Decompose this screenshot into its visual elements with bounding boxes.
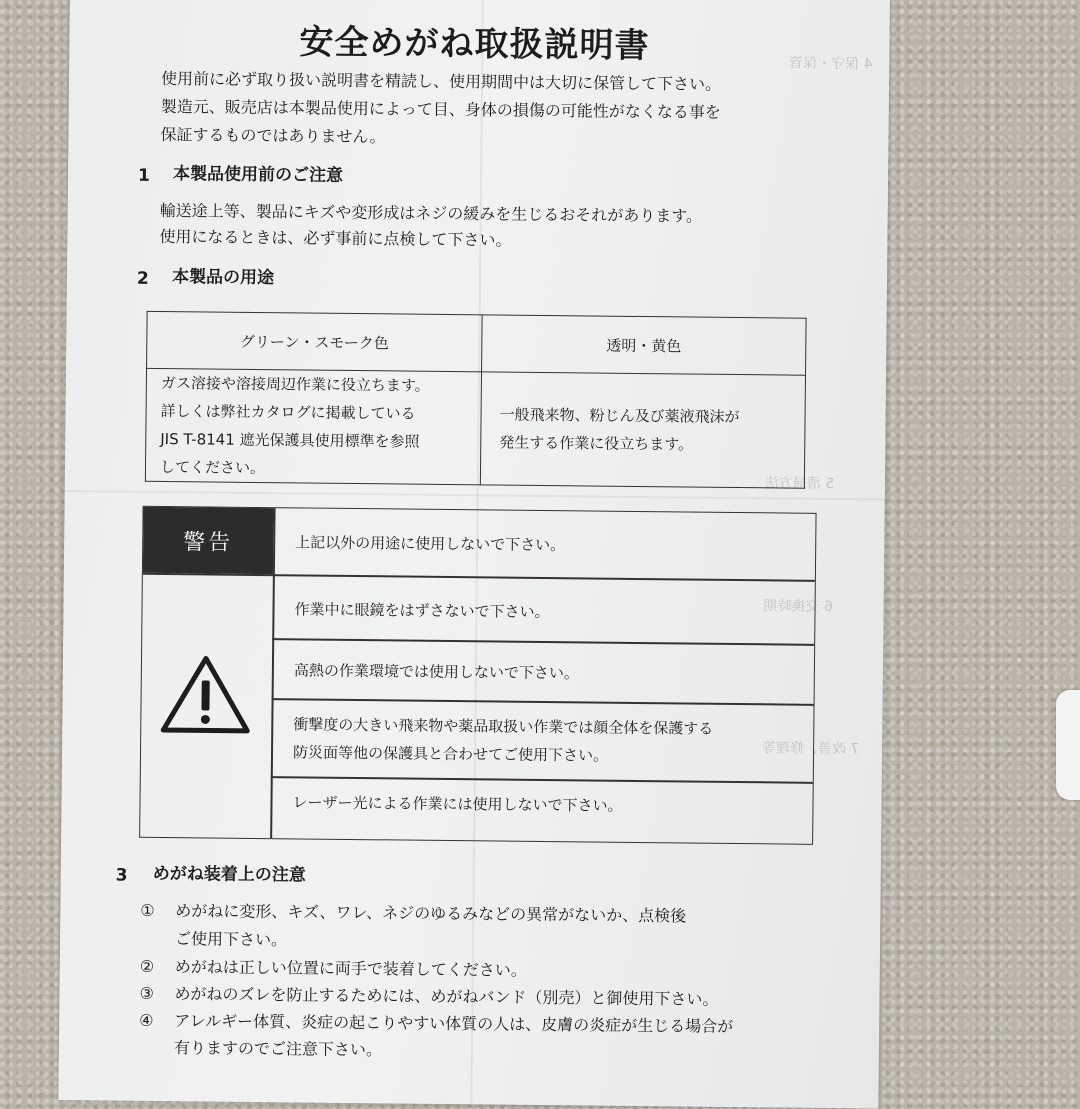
list-marker: ④ (139, 1010, 154, 1030)
usage-text: 詳しくは弊社カタログに掲載している (160, 401, 416, 423)
warning-triangle-icon (159, 652, 252, 737)
bleed-through-text: 7 改善、修理等 (762, 740, 860, 758)
section-number: 3 (115, 865, 128, 886)
usage-header-green-smoke: グリーン・スモーク色 (147, 311, 483, 372)
list-marker: ① (140, 900, 155, 920)
intro-line: 保証するものではありません。 (160, 124, 386, 147)
warning-box (139, 506, 816, 845)
bleed-through-text: 5 清掃方法 (764, 475, 835, 493)
section-text: 輸送途上等、製品にキズや変形成はネジの緩みを生じるおそれがあります。 (159, 200, 703, 226)
warning-item: 作業中に眼鏡をはずさないで下さい。 (294, 600, 550, 622)
usage-text: 一般飛来物、粉じん及び薬液飛沫が (499, 405, 740, 427)
section-heading: 本製品使用前のご注意 (172, 164, 344, 186)
warning-item: 高熱の作業環境では使用しないで下さい。 (293, 661, 579, 683)
list-item-text: 有りますのでご注意下さい。 (173, 1038, 383, 1060)
section-heading: めがね装着上の注意 (152, 863, 306, 886)
usage-cell-clear-yellow (480, 372, 805, 488)
usage-text: 発生する作業に役立ちます。 (499, 433, 694, 454)
bleed-through-text: 6 交換時期 (763, 598, 834, 616)
list-marker: ② (139, 956, 155, 976)
section-heading: 本製品の用途 (171, 267, 275, 289)
usage-cell-green-smoke (145, 368, 481, 485)
usage-table (145, 311, 807, 489)
warning-divider (272, 638, 814, 645)
fold-crease-horizontal (65, 490, 885, 501)
section-number: 1 (137, 165, 151, 186)
usage-header-clear-yellow: 透明・黄色 (482, 315, 807, 375)
instruction-sheet (58, 0, 890, 1109)
usage-text: ガス溶接や溶接周辺作業に役立ちます。 (160, 373, 430, 395)
bleed-through-text: 4 保守・保管 (789, 55, 873, 73)
white-object-edge (1056, 690, 1080, 800)
intro-line: 使用前に必ず取り扱い説明書を精読し、使用期間中は大切に保管して下さい。 (160, 68, 722, 94)
warning-divider (272, 698, 814, 705)
intro-line: 製造元、販売店は本製品使用によって目、身体の損傷の可能性がなくなる事を (160, 96, 721, 122)
warning-item: レーザー光による作業には使用しないで下さい。 (292, 793, 623, 815)
list-item-text: めがねに変形、キズ、ワレ、ネジのゆるみなどの異常がないか、点検後 (175, 901, 687, 926)
section-text: 使用になるときは、必ず事前に点検して下さい。 (159, 226, 512, 250)
section-number: 2 (136, 268, 149, 289)
list-item-text: ご使用下さい。 (174, 929, 288, 950)
warning-item: 衝撃度の大きい飛来物や薬品取扱い作業では顔全体を保護する (293, 715, 714, 738)
warning-label: 警告 (143, 507, 274, 574)
warning-divider (143, 573, 815, 582)
list-item-text: アレルギー体質、炎症の起こりやすい体質の人は、皮膚の炎症が生じる場合が (174, 1011, 734, 1037)
warning-item: 上記以外の用途に使用しないで下さい。 (295, 533, 566, 555)
list-item-text: めがねのズレを防止するためには、めがねバンド（別売）と御使用下さい。 (174, 984, 719, 1009)
warning-item: 防災面等他の保護具と合わせてご使用下さい。 (292, 743, 609, 765)
list-marker: ③ (139, 983, 154, 1003)
usage-text: してください。 (159, 457, 266, 478)
warning-divider (271, 776, 813, 783)
usage-text: JIS T-8141 遮光保護具使用標準を参照 (160, 429, 420, 451)
document-title: 安全めがね取扱説明書 (299, 22, 650, 67)
list-item-text: めがねは正しい位置に両手で装着してください。 (174, 957, 527, 980)
